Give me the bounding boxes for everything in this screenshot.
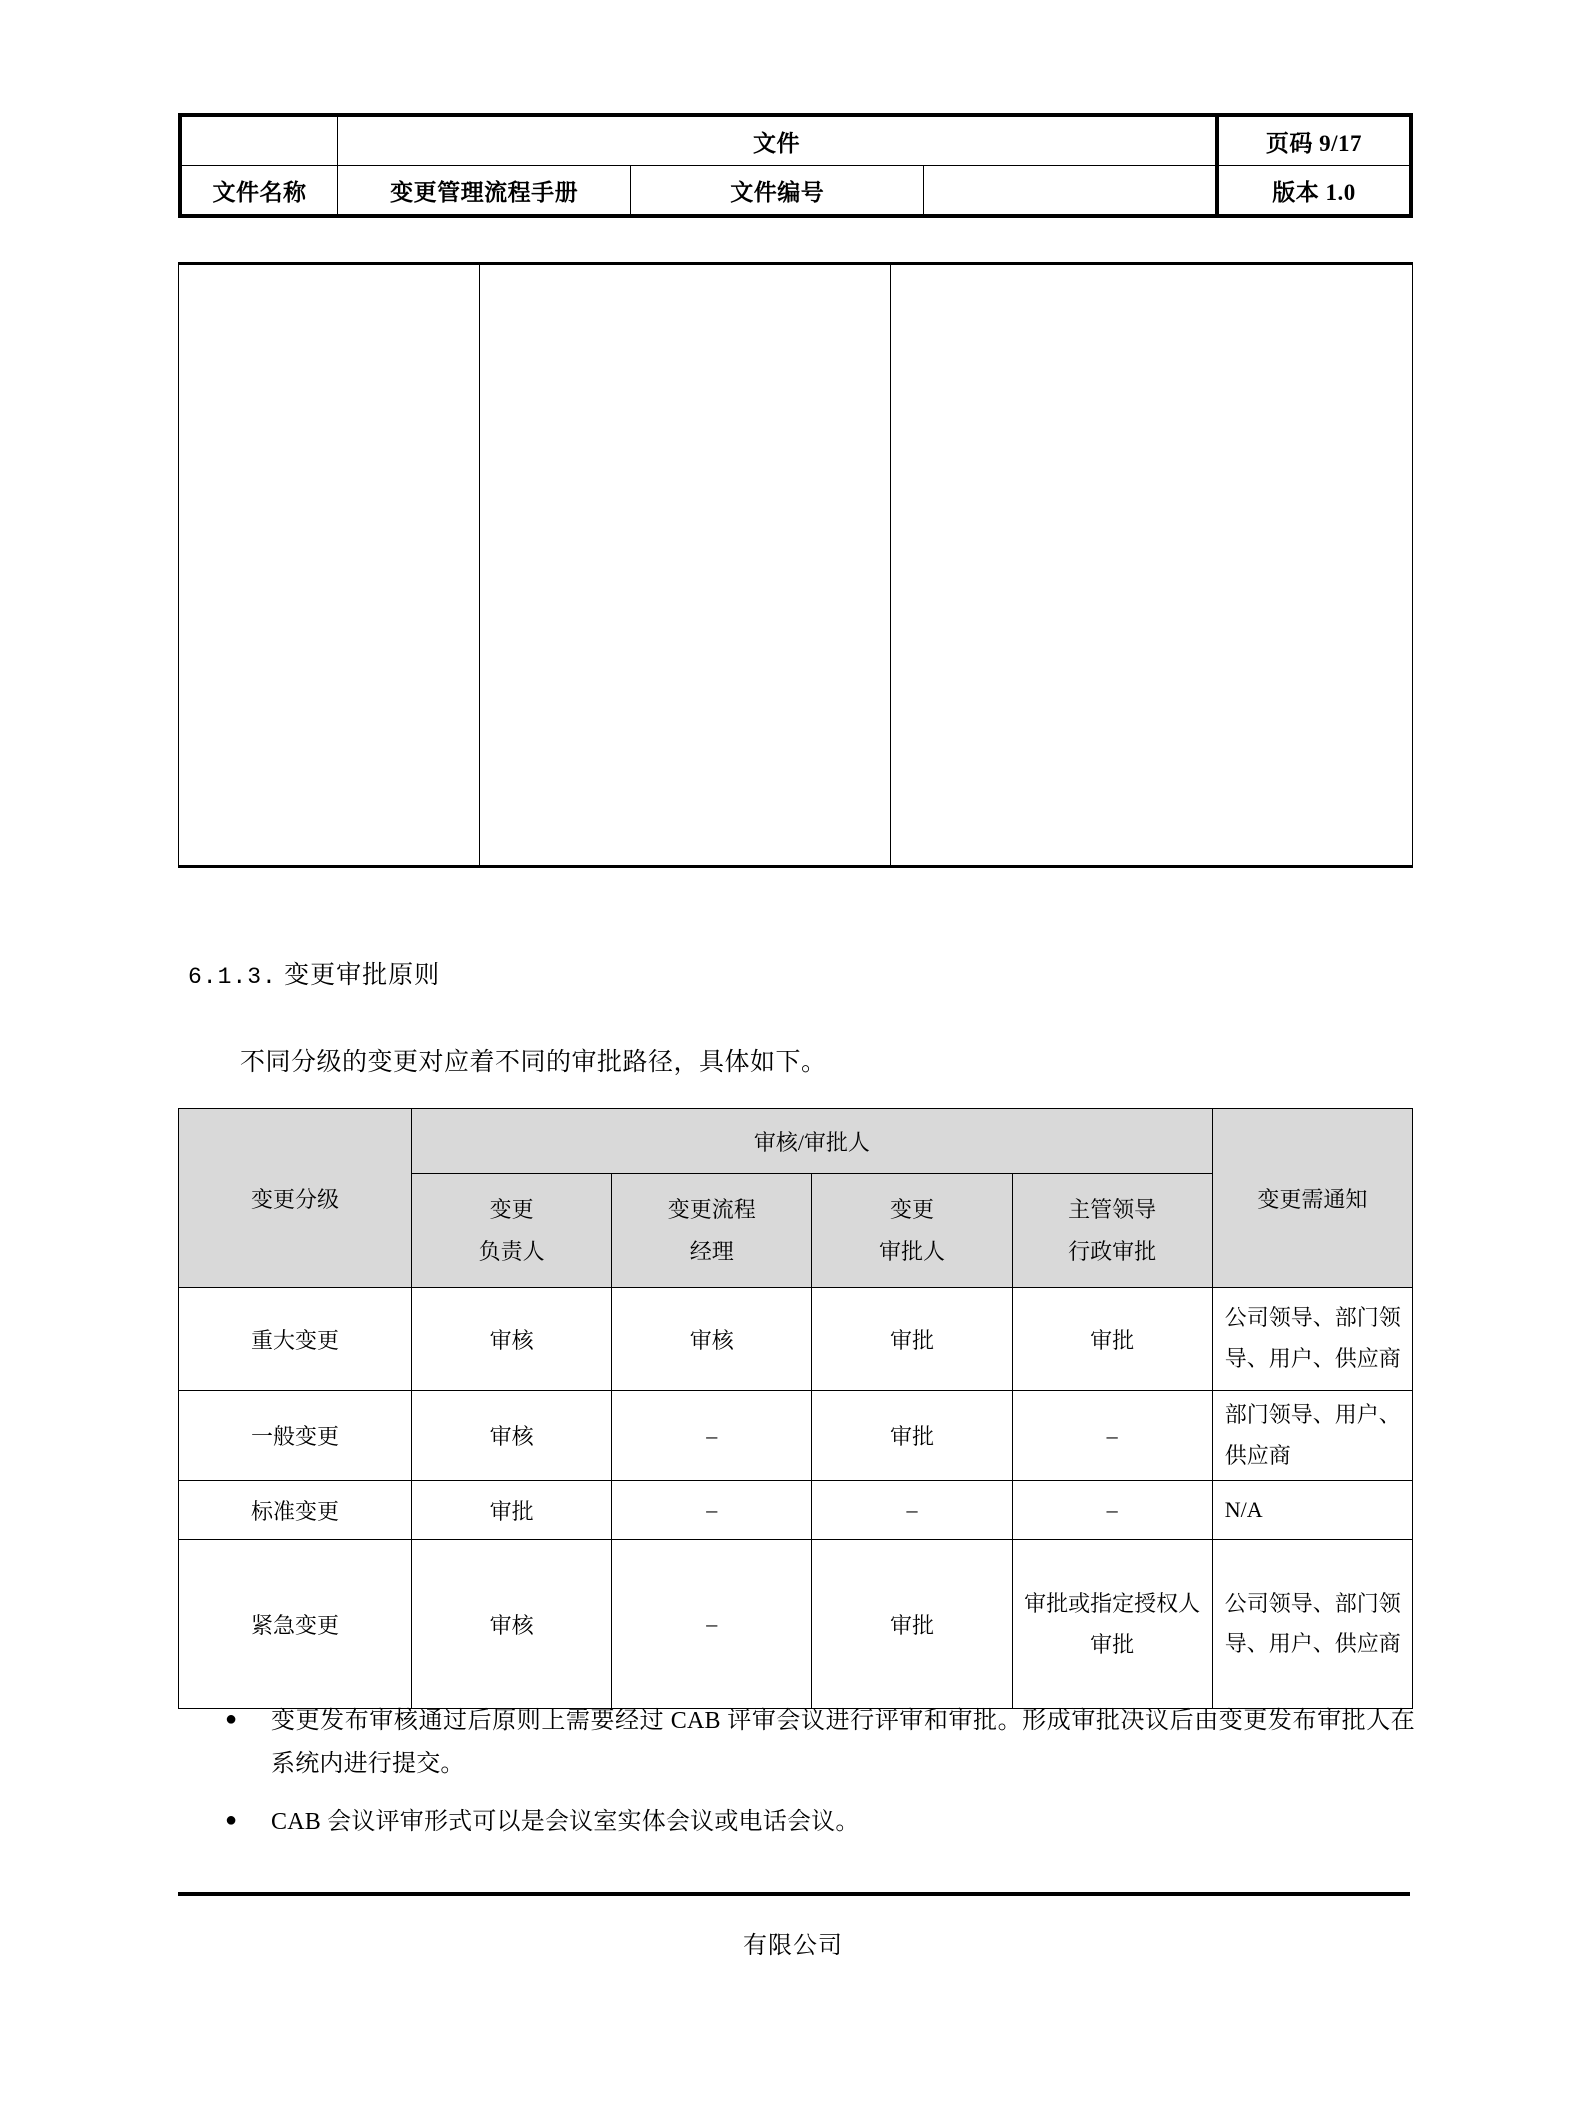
row-process-manager: – — [612, 1391, 812, 1481]
document-header-table — [178, 113, 1413, 218]
approval-header-row-group — [179, 1109, 1413, 1174]
doc-header-title: 文件 — [338, 115, 1218, 166]
row-level: 重大变更 — [179, 1288, 412, 1391]
doc-header-blank-cell — [180, 115, 338, 166]
approval-header-exec-approval — [1012, 1174, 1212, 1288]
doc-header-page: 页码 9/17 — [1217, 115, 1411, 166]
row-exec-approval: 审批或指定授权人审批 — [1012, 1540, 1212, 1709]
row-approver: 审批 — [812, 1540, 1012, 1709]
footer-divider — [178, 1892, 1410, 1896]
row-level: 标准变更 — [179, 1481, 412, 1540]
approval-header-approver-line1: 变更 — [889, 1196, 934, 1222]
empty-table-row — [179, 264, 1413, 867]
doc-header-number-value — [924, 166, 1217, 217]
approval-header-approver-line2: 审批人 — [878, 1238, 945, 1264]
row-approver: 审批 — [812, 1391, 1012, 1481]
doc-header-row-meta — [180, 166, 1411, 217]
row-notify: 公司领导、部门领导、用户、供应商 — [1212, 1288, 1412, 1391]
list-item — [225, 1700, 1415, 1785]
row-owner: 审批 — [412, 1481, 612, 1540]
doc-header-name-label: 文件名称 — [180, 166, 338, 217]
approval-header-approver — [812, 1174, 1012, 1288]
row-approver: 审批 — [812, 1288, 1012, 1391]
row-approver: – — [812, 1481, 1012, 1540]
row-notify: 部门领导、用户、供应商 — [1212, 1391, 1412, 1481]
row-exec-approval: – — [1012, 1391, 1212, 1481]
approval-header-group: 审核/审批人 — [412, 1109, 1213, 1174]
approval-header-process-manager-line1: 变更流程 — [667, 1196, 756, 1222]
approval-header-exec-approval-line1: 主管领导 — [1068, 1196, 1157, 1222]
section-title: 变更审批原则 — [284, 962, 441, 989]
row-owner: 审核 — [412, 1391, 612, 1481]
bullet-text: CAB 会议评审形式可以是会议室实体会议或电话会议。 — [271, 1809, 860, 1836]
approval-header-process-manager-line2: 经理 — [689, 1238, 734, 1264]
doc-header-row-title — [180, 115, 1411, 166]
empty-table-cell-2 — [480, 264, 891, 867]
row-process-manager: 审核 — [612, 1288, 812, 1391]
empty-content-table — [178, 262, 1413, 868]
row-process-manager: – — [612, 1540, 812, 1709]
footer-company: 有限公司 — [743, 1933, 843, 1959]
table-row — [179, 1481, 1413, 1540]
approval-header-notify: 变更需通知 — [1212, 1109, 1412, 1288]
list-item — [225, 1801, 1415, 1844]
approval-header-level: 变更分级 — [179, 1109, 412, 1288]
empty-table-cell-1 — [179, 264, 480, 867]
table-row — [179, 1288, 1413, 1391]
approval-matrix-table — [178, 1108, 1413, 1709]
bullet-icon: ● — [225, 1708, 238, 1730]
approval-header-owner-line1: 变更 — [489, 1196, 534, 1222]
approval-header-exec-approval-line2: 行政审批 — [1068, 1238, 1157, 1264]
table-row — [179, 1391, 1413, 1481]
row-notify: N/A — [1212, 1481, 1412, 1540]
row-notify: 公司领导、部门领导、用户、供应商 — [1212, 1540, 1412, 1709]
approval-header-process-manager — [612, 1174, 812, 1288]
row-exec-approval: 审批 — [1012, 1288, 1212, 1391]
doc-header-number-label: 文件编号 — [631, 166, 924, 217]
bullet-list — [225, 1700, 1415, 1860]
approval-header-owner-line2: 负责人 — [478, 1238, 545, 1264]
row-process-manager: – — [612, 1481, 812, 1540]
bullet-text: 变更发布审核通过后原则上需要经过 CAB 评审会议进行评审和审批。形成审批决议后由变更发布审批人在系统内进行提交。 — [271, 1708, 1415, 1777]
approval-header-owner — [412, 1174, 612, 1288]
doc-header-name-value: 变更管理流程手册 — [338, 166, 631, 217]
table-row — [179, 1540, 1413, 1709]
row-exec-approval: – — [1012, 1481, 1212, 1540]
section-heading — [188, 955, 440, 991]
row-level: 一般变更 — [179, 1391, 412, 1481]
bullet-icon: ● — [225, 1809, 238, 1832]
row-owner: 审核 — [412, 1288, 612, 1391]
doc-header-version: 版本 1.0 — [1217, 166, 1411, 217]
section-intro-paragraph: 不同分级的变更对应着不同的审批路径，具体如下。 — [240, 1049, 827, 1076]
row-owner: 审核 — [412, 1540, 612, 1709]
section-number: 6.1.3. — [188, 964, 277, 990]
empty-table-cell-3 — [891, 264, 1413, 867]
row-level: 紧急变更 — [179, 1540, 412, 1709]
